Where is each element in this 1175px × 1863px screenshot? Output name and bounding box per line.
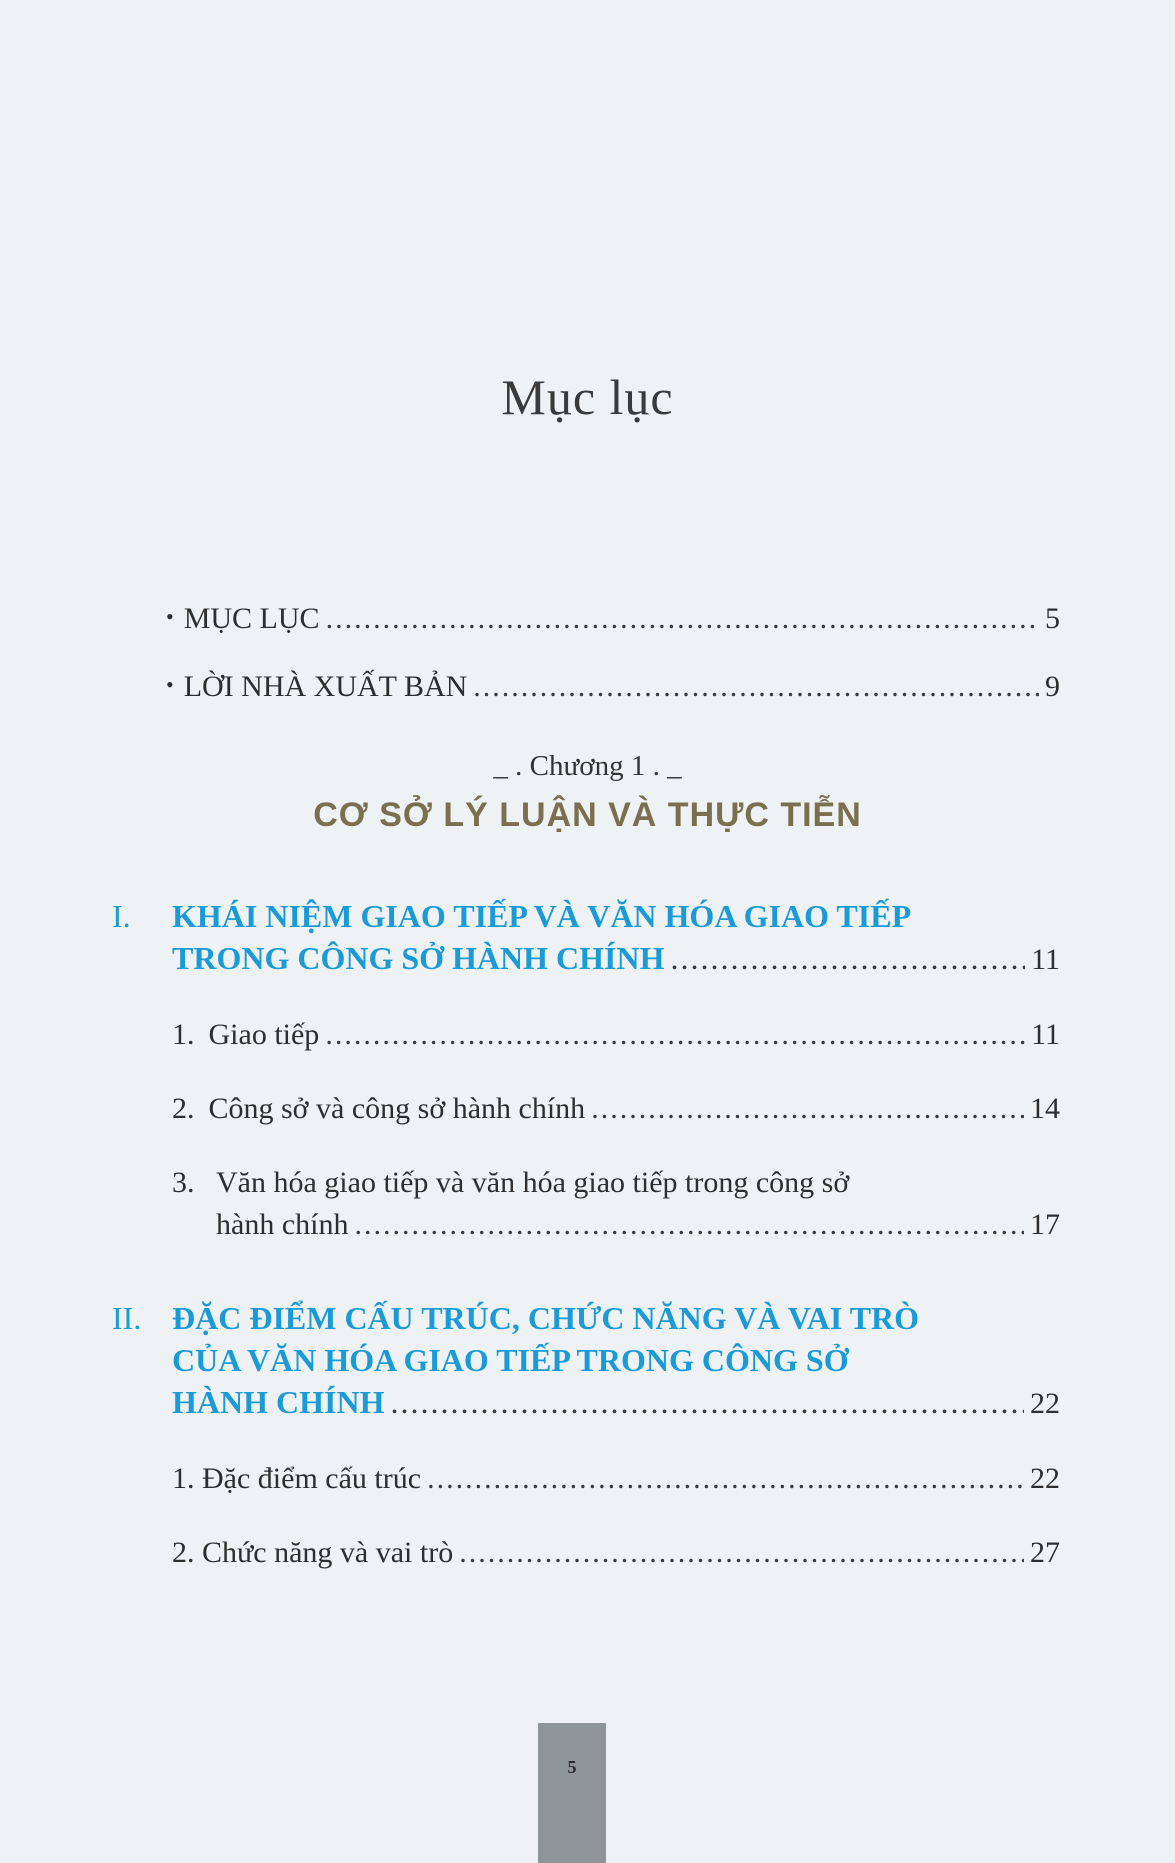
page-number: 5 [567,1757,577,1777]
section-heading-line: HÀNH CHÍNH [172,1384,385,1420]
section-heading-row [172,1384,1060,1421]
toc-page-number: 9 [1045,670,1060,703]
dot-leader [591,1092,1024,1126]
bullet-icon: • [166,672,174,697]
toc-page-number: 14 [1030,1092,1060,1125]
item-number: 3. [172,1166,195,1199]
toc-item-2-1[interactable] [172,1462,1060,1496]
toc-page-number: 11 [1031,943,1060,976]
section-heading-line: TRONG CÔNG SỞ HÀNH CHÍNH [172,940,665,976]
item-label-line: Văn hóa giao tiếp và văn hóa giao tiếp trong công sở [216,1166,850,1199]
section-heading-line: ĐẶC ĐIỂM CẤU TRÚC, CHỨC NĂNG VÀ VAI TRÒ [172,1300,920,1336]
toc-page-number: 11 [1031,1018,1060,1051]
dot-leader [473,670,1039,704]
toc-page-number: 22 [1030,1462,1060,1495]
section-number: II. [112,1300,142,1336]
dot-leader [354,1208,1024,1242]
toc-entry-front-1[interactable] [166,602,1060,636]
item-label: Công sở và công sở hành chính [208,1092,586,1125]
toc-page-number: 17 [1030,1208,1060,1241]
section-heading-line: KHÁI NIỆM GIAO TIẾP VÀ VĂN HÓA GIAO TIẾP [172,898,912,934]
toc-item-1-1[interactable] [172,1018,1060,1052]
item-label: 1. Đặc điểm cấu trúc [172,1462,422,1495]
section-heading-row [172,940,1060,977]
bullet-icon: • [166,604,174,629]
toc-entry-front-2[interactable] [166,670,1060,704]
toc-label: MỤC LỤC [183,602,320,635]
page-folio-tab [538,1723,606,1863]
dot-leader [326,602,1039,636]
dot-leader [670,940,1025,977]
dot-leader [325,1018,1025,1052]
page-title: Mục lục [501,369,674,425]
toc-label: LỜI NHÀ XUẤT BẢN [183,670,468,703]
section-number: I. [112,898,131,934]
item-label: 2. Chức năng và vai trò [172,1536,454,1569]
item-number: 1. [172,1018,195,1051]
item-label-row [216,1208,1060,1242]
toc-page-number: 5 [1045,602,1060,635]
chapter-label: _ . Chương 1 . _ [493,750,682,782]
item-label: hành chính [216,1208,349,1241]
toc-page-number: 22 [1030,1387,1060,1420]
toc-page-number: 27 [1030,1536,1060,1569]
section-heading-line: CỦA VĂN HÓA GIAO TIẾP TRONG CÔNG SỞ [172,1342,849,1378]
dot-leader [390,1384,1024,1421]
chapter-title: CƠ SỞ LÝ LUẬN VÀ THỰC TIỄN [313,796,862,834]
item-number: 2. [172,1092,195,1125]
toc-item-2-2[interactable] [172,1536,1060,1570]
toc-item-1-2[interactable] [172,1092,1060,1126]
item-label: Giao tiếp [208,1018,320,1051]
dot-leader [427,1462,1024,1496]
dot-leader [459,1536,1024,1570]
